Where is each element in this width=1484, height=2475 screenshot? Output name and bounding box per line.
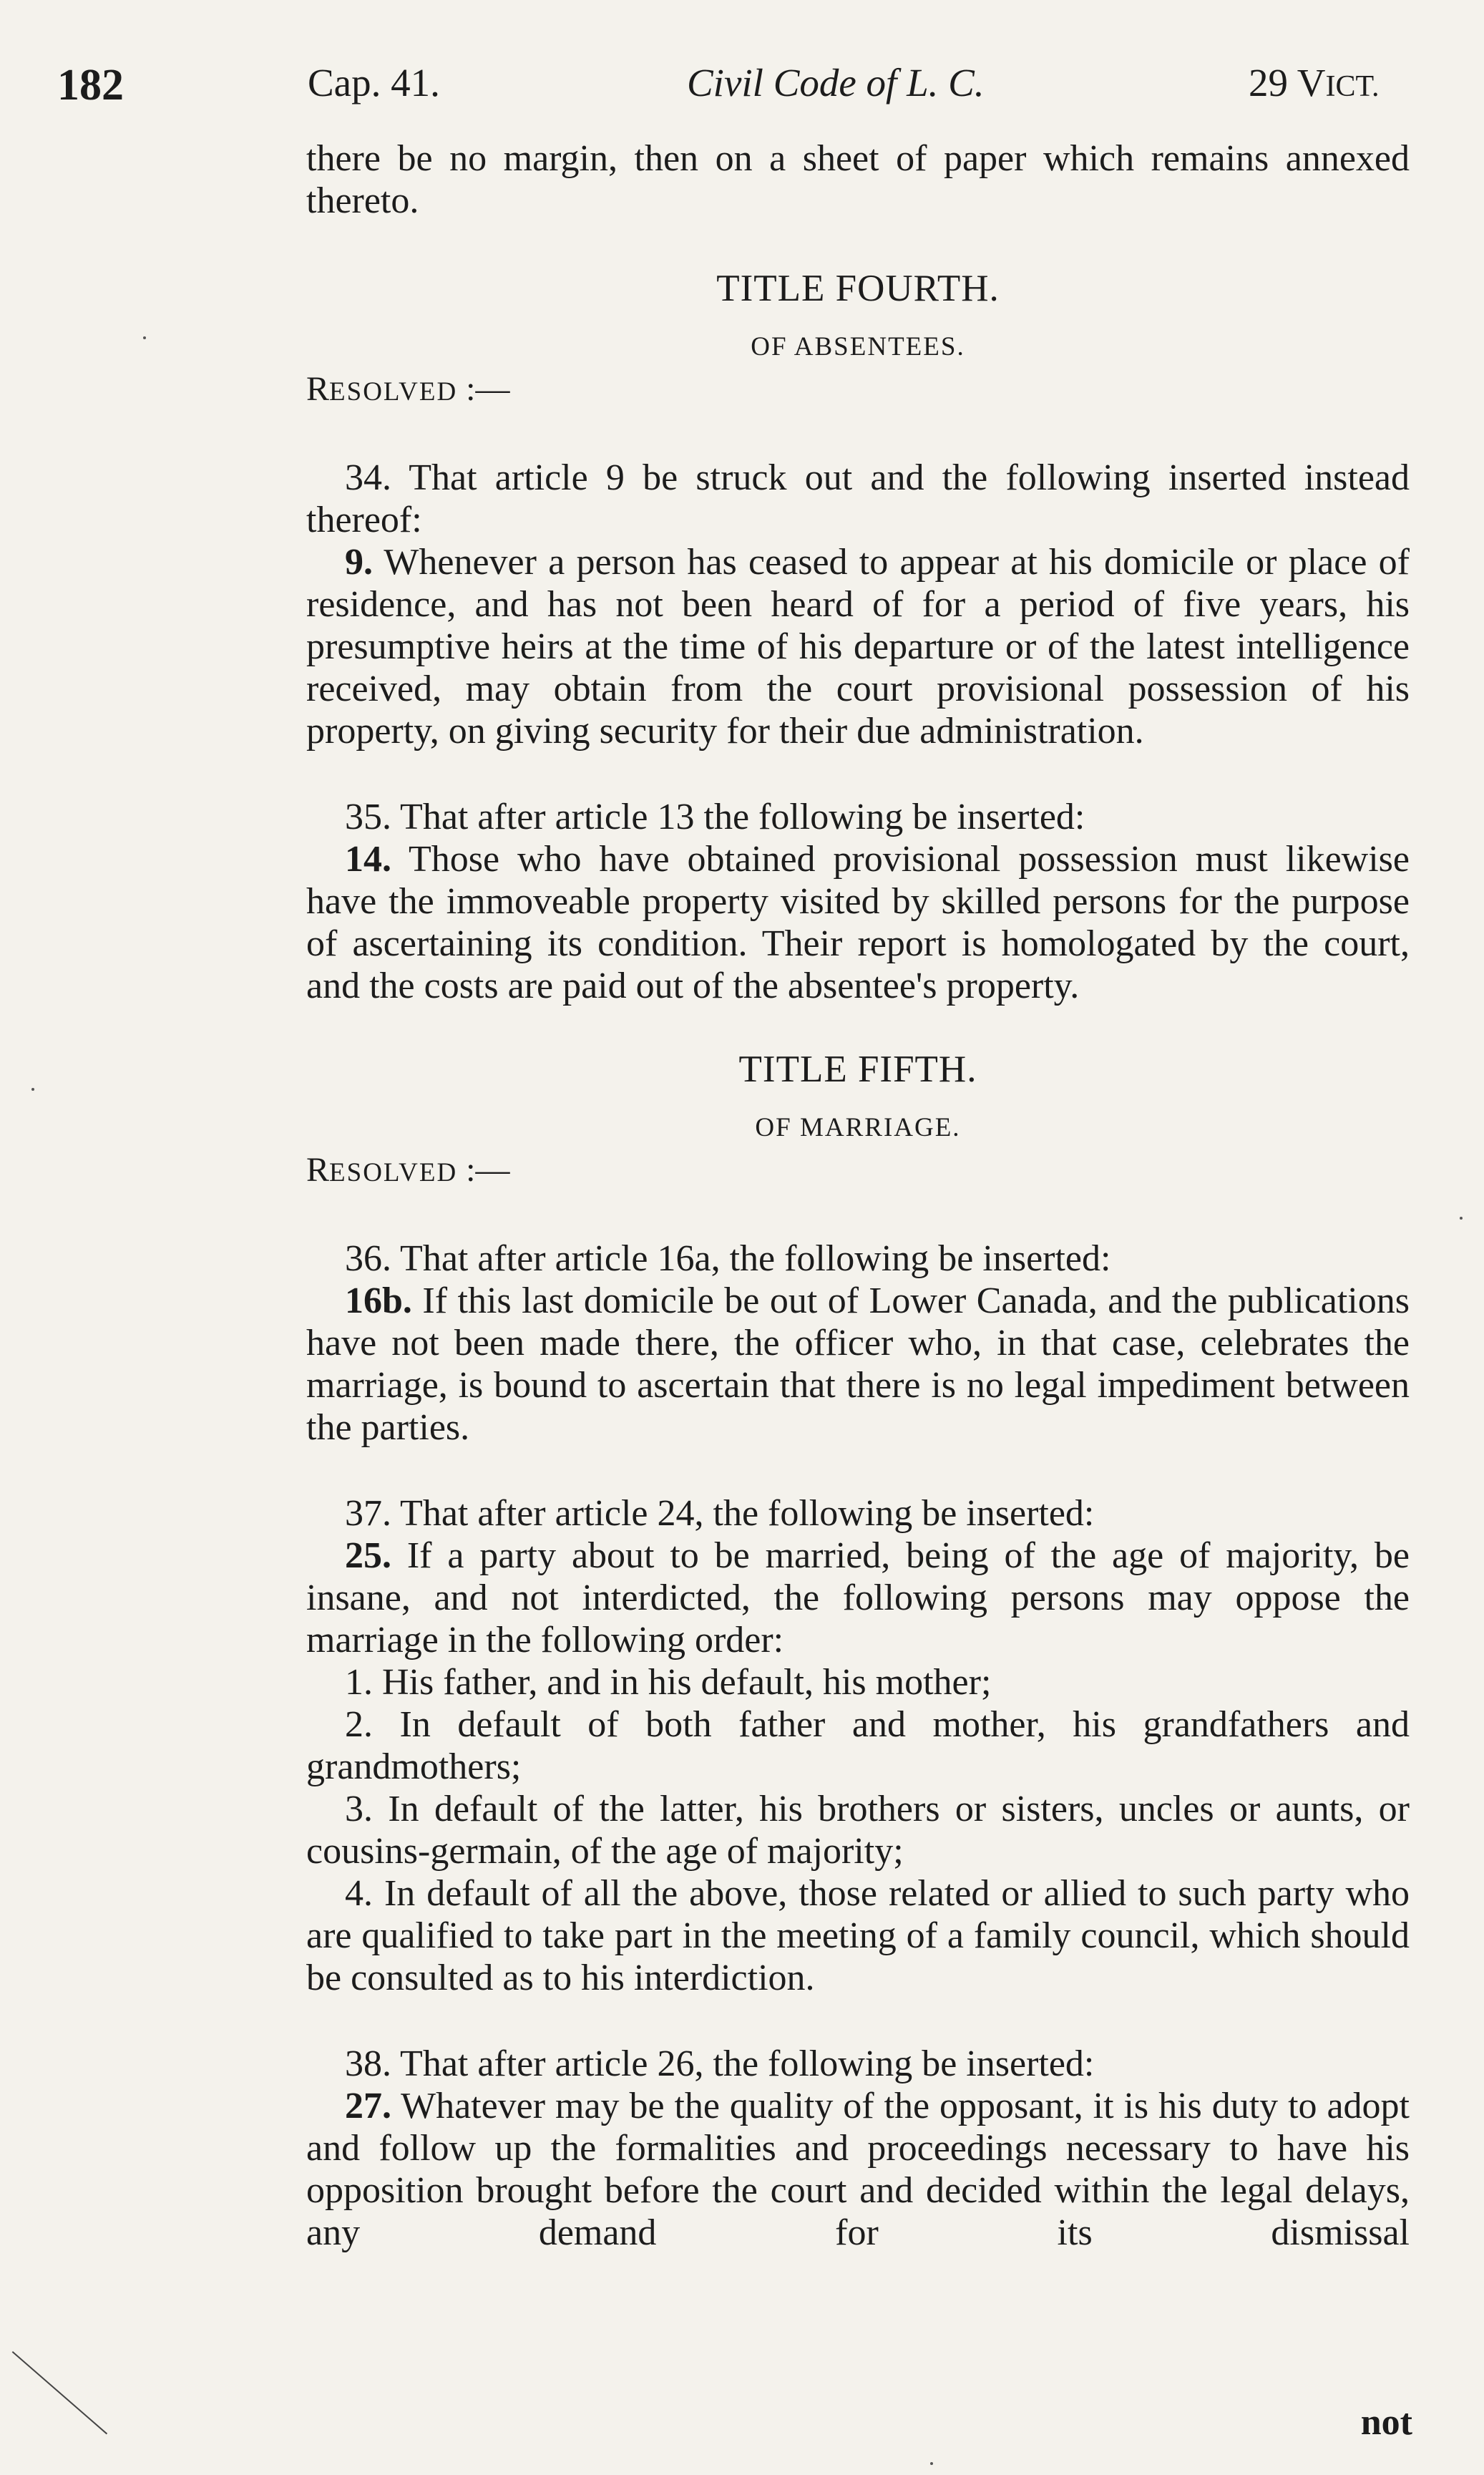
article-text: Whatever may be the quality of the opposant, it is his duty to adopt and follow up the formalities and proceedings necessary to have his opposition brought before the court and decided within the legal delays, any demand for its dismissal bbox=[306, 2086, 1410, 2253]
running-header bbox=[57, 60, 1417, 117]
article-14 bbox=[306, 838, 1410, 1007]
article-text: If this last domicile be out of Lower Canada, and the publications have not been made there, the officer who, in that case, celebrates the marriage, is bound to ascertain that there is no legal impediment between the parties. bbox=[306, 1280, 1410, 1448]
title-fourth-subheading: OF ABSENTEES. bbox=[751, 332, 965, 361]
chapter-reference: Cap. 41. bbox=[308, 61, 440, 104]
article-text: If a party about to be married, being of the age of majority, be insane, and not interdicted, the following persons may oppose the marriage in the following order: bbox=[306, 1535, 1410, 1660]
article-number: 25. bbox=[345, 1535, 391, 1576]
scan-speck bbox=[1460, 1217, 1463, 1220]
resolution-38-intro: 38. That after article 26, the following be inserted: bbox=[345, 2043, 1095, 2084]
resolution-37-intro: 37. That after article 24, the following be inserted: bbox=[345, 1493, 1095, 1534]
continuation-paragraph: there be no margin, then on a sheet of paper which remains annexed thereto. bbox=[306, 138, 1410, 221]
resolved-initial: R bbox=[306, 1151, 330, 1189]
scan-speck bbox=[31, 1088, 34, 1091]
article-9 bbox=[306, 541, 1410, 752]
article-number: 14. bbox=[345, 839, 391, 880]
page-body bbox=[306, 137, 1410, 2254]
list-item: 3. In default of the latter, his brothers or sisters, uncles or aunts, or cousins-germain, of the age of majority; bbox=[306, 1789, 1410, 1872]
resolution-34-intro: 34. That article 9 be struck out and the following inserted instead thereof: bbox=[306, 457, 1410, 540]
title-fifth-subheading: OF MARRIAGE. bbox=[755, 1113, 961, 1142]
title-fourth-heading: TITLE FOURTH. bbox=[716, 268, 1000, 309]
title-fifth-heading: TITLE FIFTH. bbox=[738, 1049, 977, 1090]
resolved-initial: R bbox=[306, 370, 330, 408]
list-item: 1. His father, and in his default, his mother; bbox=[345, 1662, 992, 1703]
article-text: Those who have obtained provisional possession must likewise have the immoveable property visited by skilled persons for the purpose of ascertaining its condition. Their report is homologated by the court, and the costs are paid out of the absentee's property. bbox=[306, 839, 1410, 1006]
regnal-year-main: 29 V bbox=[1249, 61, 1326, 104]
article-text: Whenever a person has ceased to appear at his domicile or place of residence, and has not been heard of for a period of five years, his presumptive heirs at the time of his departure or of the latest intelligence received, may obtain from the court provisional possession of his property, on giving security for their due administration. bbox=[306, 542, 1410, 752]
article-number: 27. bbox=[345, 2086, 391, 2126]
page-number: 182 bbox=[57, 61, 124, 110]
resolution-36-intro: 36. That after article 16a, the following be inserted: bbox=[345, 1238, 1111, 1279]
scan-artifact-line bbox=[12, 2351, 107, 2434]
article-27 bbox=[306, 2085, 1410, 2254]
resolved-rest: ESOLVED bbox=[329, 1158, 458, 1187]
article-number: 16b. bbox=[345, 1280, 412, 1321]
regnal-year-small: ICT. bbox=[1325, 70, 1380, 103]
scan-speck bbox=[930, 2462, 933, 2465]
resolved-rest: ESOLVED bbox=[329, 377, 458, 407]
resolved-label-fifth bbox=[306, 1149, 1410, 1194]
scan-speck bbox=[143, 336, 146, 339]
catchword: not bbox=[1360, 2402, 1412, 2443]
resolution-35-intro: 35. That after article 13 the following be inserted: bbox=[345, 797, 1085, 837]
article-16b bbox=[306, 1280, 1410, 1449]
resolved-tail: :— bbox=[457, 1151, 510, 1189]
list-item: 4. In default of all the above, those related or allied to such party who are qualified to take part in the meeting of a family council, which should be consulted as to his interdiction. bbox=[306, 1873, 1410, 1998]
list-item: 2. In default of both father and mother, his grandfathers and grandmothers; bbox=[306, 1704, 1410, 1787]
resolved-tail: :— bbox=[457, 370, 510, 408]
article-25 bbox=[306, 1535, 1410, 1661]
regnal-year bbox=[1249, 60, 1380, 105]
resolved-label-fourth bbox=[306, 368, 1410, 413]
article-number: 9. bbox=[345, 542, 373, 583]
running-title: Civil Code of L. C. bbox=[687, 61, 985, 104]
